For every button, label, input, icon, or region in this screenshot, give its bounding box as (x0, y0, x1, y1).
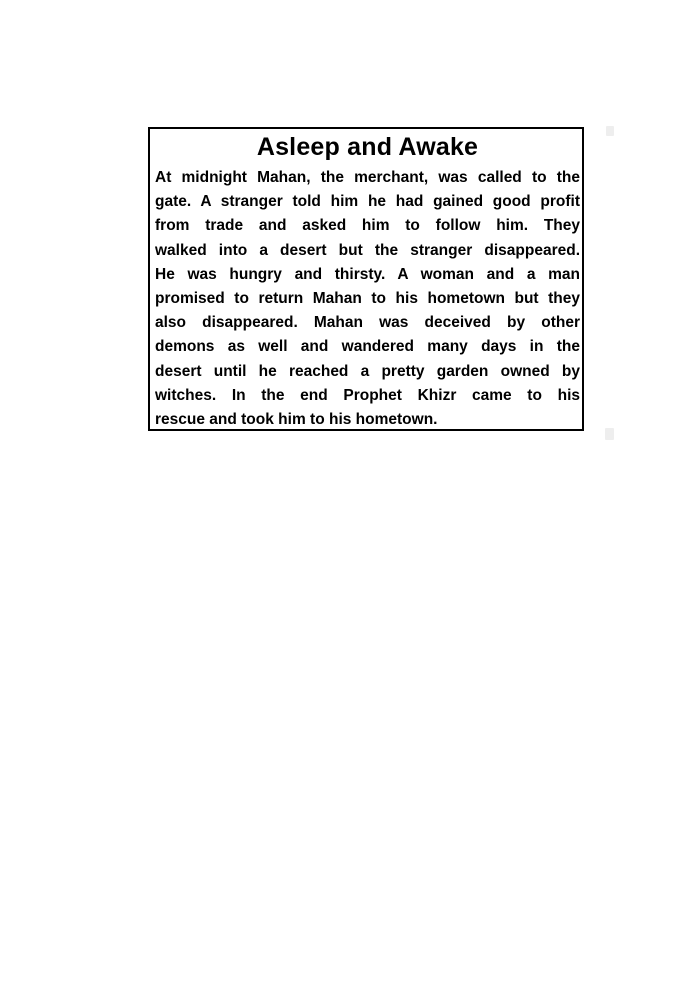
story-line: witches. In the end Prophet Khizr came to his (155, 386, 580, 404)
story-line: rescue and took him to his hometown. (155, 411, 438, 429)
story-line: At midnight Mahan, the merchant, was called to the (155, 169, 580, 186)
story-title: Asleep and Awake (256, 133, 479, 161)
story-line: He was hungry and thirsty. A woman and a man (155, 265, 580, 283)
story-line: also disappeared. Mahan was deceived by other (155, 314, 580, 332)
story-line: walked into a desert but the stranger disappeared. (155, 241, 580, 259)
story-line: from trade and asked him to follow him. They (155, 217, 580, 235)
scan-artifact (605, 428, 614, 440)
story-line: gate. A stranger told him he had gained good profit (155, 193, 580, 211)
story-line: desert until he reached a pretty garden owned by (155, 362, 580, 380)
story-line: demons as well and wandered many days in the (155, 338, 580, 356)
scan-artifact (606, 126, 614, 136)
story-text (155, 166, 580, 432)
story-line: promised to return Mahan to his hometown but they (155, 290, 580, 308)
story-box (148, 127, 584, 431)
